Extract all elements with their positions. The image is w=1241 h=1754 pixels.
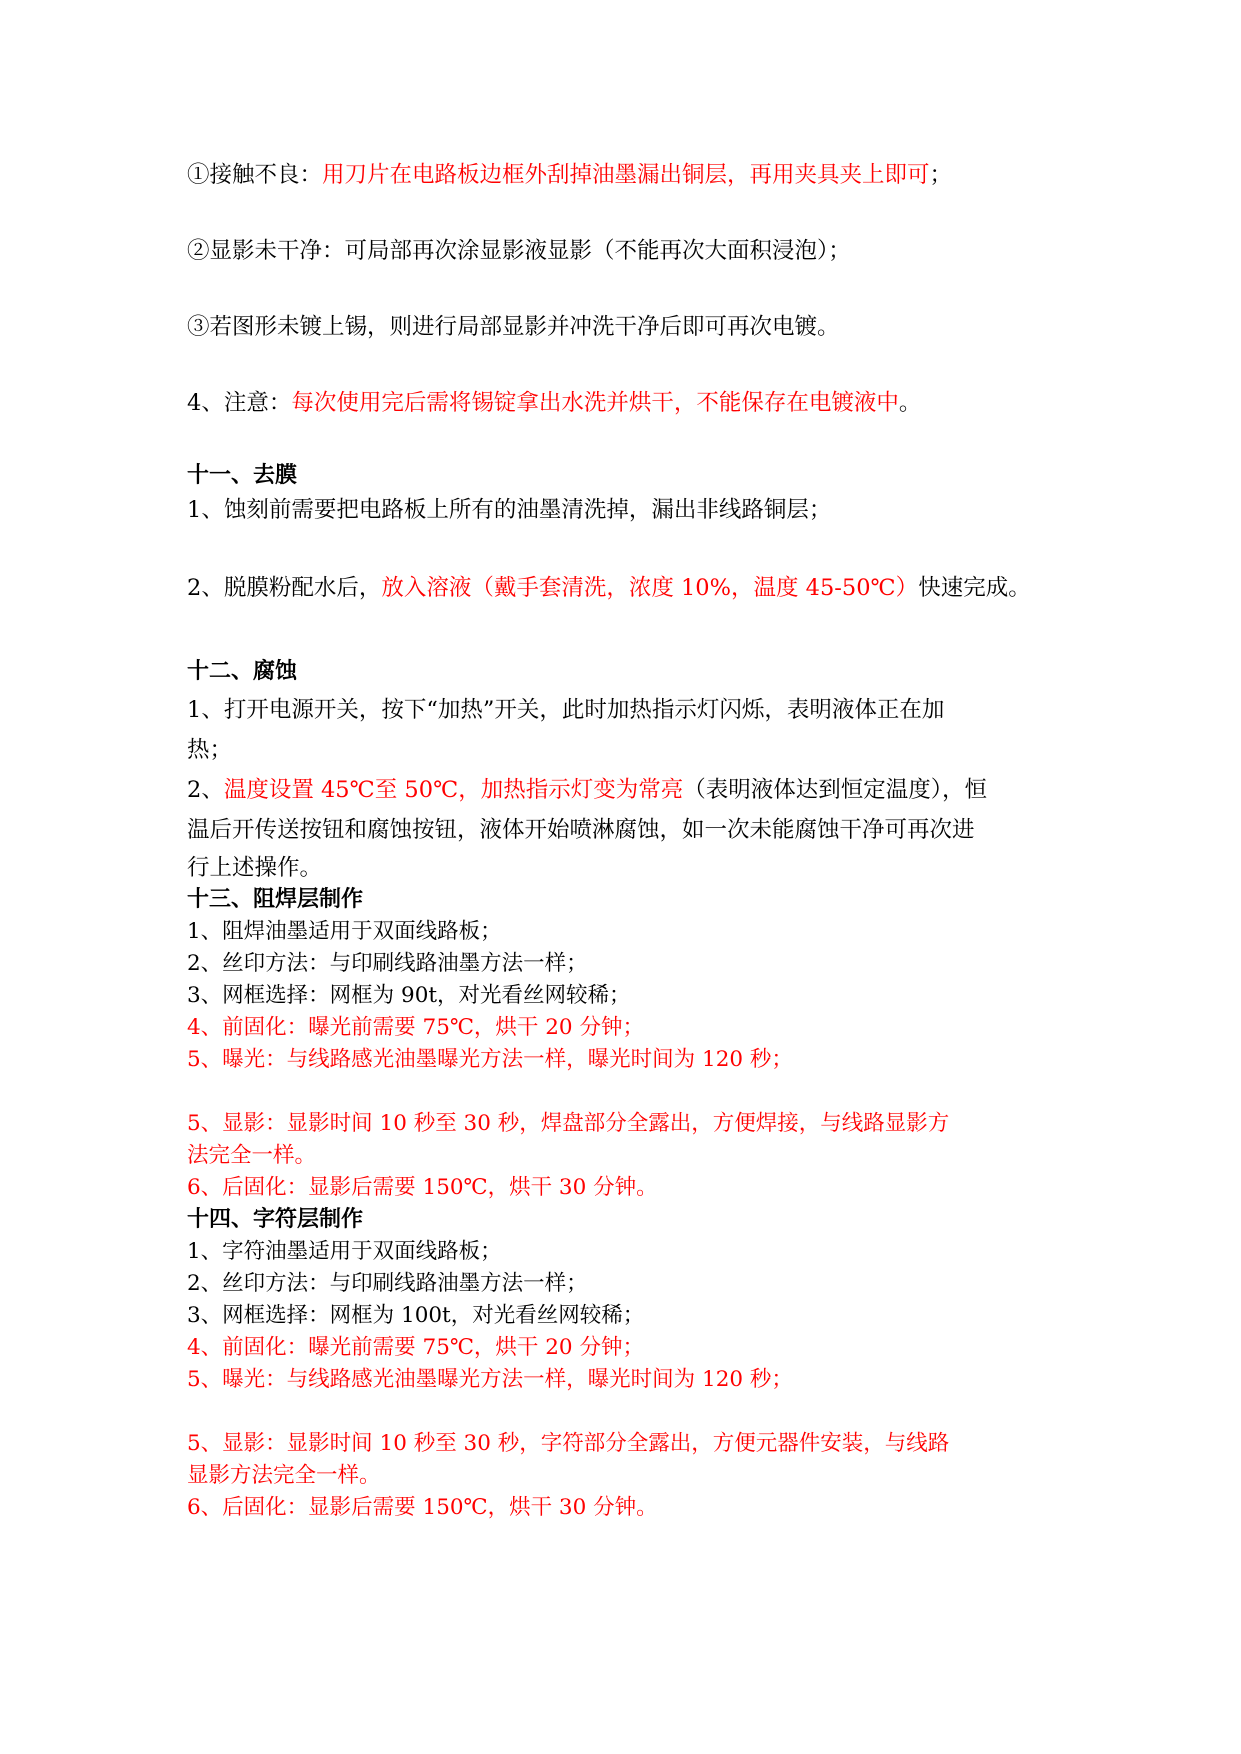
list-item: 5、曝光：与线路感光油墨曝光方法一样，曝光时间为 120 秒； [187, 1367, 793, 1392]
list-item: 1、字符油墨适用于双面线路板； [187, 1239, 502, 1264]
list-item: 6、后固化：显影后需要 150℃，烘干 30 分钟。 [187, 1495, 658, 1520]
list-item: 4、前固化：曝光前需要 75℃，烘干 20 分钟； [187, 1335, 644, 1360]
highlight-text: 用刀片在电路板边框外刮掉油墨漏出铜层，再用夹具夹上即可 [322, 162, 930, 188]
text-run: 2、脱膜粉配水后， [187, 575, 382, 601]
paragraph-contact-issue [187, 159, 1067, 191]
text-run: 快速完成。 [918, 575, 1031, 601]
section-heading-silkscreen: 十四、字符层制作 [187, 1207, 364, 1232]
section-heading-etch: 十二、腐蚀 [187, 659, 298, 684]
list-item-cont: 热； [187, 737, 233, 763]
highlight-text: 放入溶液（戴手套清洗，浓度 10%，温度 45-50℃） [381, 575, 919, 601]
list-item: 2、丝印方法：与印刷线路油墨方法一样； [187, 1271, 588, 1296]
paragraph-note [187, 387, 1067, 419]
list-item: 5、显影：显影时间 10 秒至 30 秒，字符部分全露出，方便元器件安装，与线路 [187, 1431, 950, 1456]
list-item-cont: 行上述操作。 [187, 855, 323, 881]
list-item [187, 774, 1067, 806]
text-run: 2、 [187, 777, 224, 803]
list-item: 4、前固化：曝光前需要 75℃，烘干 20 分钟； [187, 1015, 644, 1040]
list-item-cont: 温后开传送按钮和腐蚀按钮，液体开始喷淋腐蚀，如一次未能腐蚀干净可再次进 [187, 817, 975, 843]
list-item: 3、网框选择：网框为 90t，对光看丝网较稀； [187, 983, 631, 1008]
list-item: 1、打开电源开关，按下“加热”开关，此时加热指示灯闪烁，表明液体正在加 [187, 697, 945, 723]
text-run: 。 [898, 390, 922, 416]
paragraph-tin-issue: ③若图形未镀上锡，则进行局部显影并冲洗干净后即可再次电镀。 [187, 314, 840, 340]
list-item: 6、后固化：显影后需要 150℃，烘干 30 分钟。 [187, 1175, 658, 1200]
section-heading-strip: 十一、去膜 [187, 463, 298, 488]
text-run: 4、注意： [187, 390, 292, 416]
paragraph-develop-issue: ②显影未干净：可局部再次涂显影液显影（不能再次大面积浸泡）； [187, 238, 851, 264]
list-item [187, 572, 1067, 604]
list-item: 1、蚀刻前需要把电路板上所有的油墨清洗掉，漏出非线路铜层； [187, 497, 832, 523]
list-item: 5、显影：显影时间 10 秒至 30 秒，焊盘部分全露出，方便焊接，与线路显影方 [187, 1111, 950, 1136]
section-heading-solder-mask: 十三、阻焊层制作 [187, 887, 364, 912]
text-run: ； [929, 162, 953, 188]
highlight-text: 每次使用完后需将锡锭拿出水洗并烘干，不能保存在电镀液中 [291, 390, 899, 416]
text-run: （表明液体达到恒定温度），恒 [683, 777, 987, 803]
text-run: ①接触不良： [187, 162, 323, 188]
highlight-text: 温度设置 45℃至 50℃，加热指示灯变为常亮 [223, 777, 684, 803]
list-item-cont: 法完全一样。 [187, 1143, 317, 1168]
list-item: 3、网框选择：网框为 100t，对光看丝网较稀； [187, 1303, 645, 1328]
list-item: 1、阻焊油墨适用于双面线路板； [187, 919, 502, 944]
list-item-cont: 显影方法完全一样。 [187, 1463, 381, 1488]
list-item: 5、曝光：与线路感光油墨曝光方法一样，曝光时间为 120 秒； [187, 1047, 793, 1072]
list-item: 2、丝印方法：与印刷线路油墨方法一样； [187, 951, 588, 976]
